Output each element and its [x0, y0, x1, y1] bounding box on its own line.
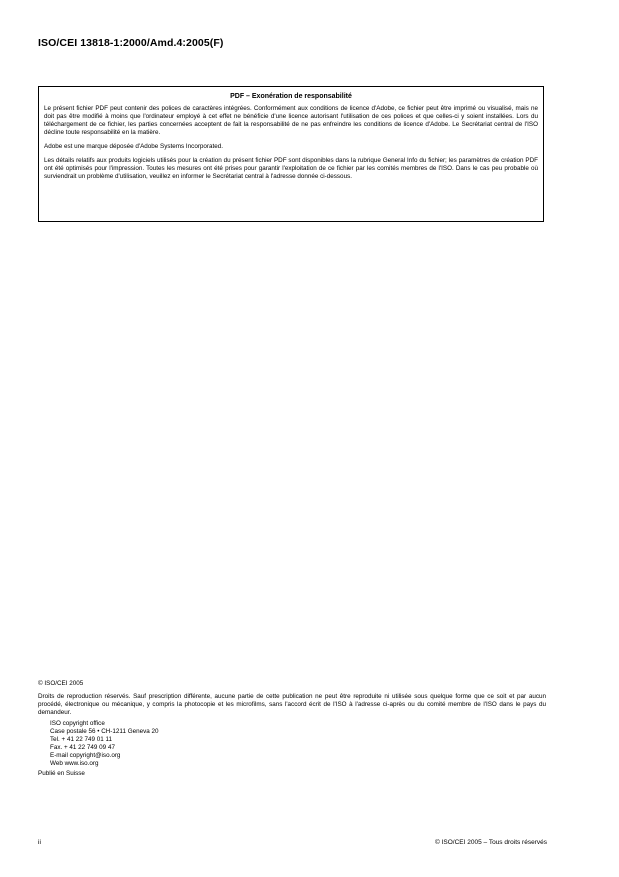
address-office-name: ISO copyright office [50, 720, 105, 727]
page-number: ii [38, 839, 41, 846]
disclaimer-paragraph-license: Le présent fichier PDF peut contenir des polices de caractères intégrées. Conformément aux conditions de licence d'Adobe, ce fichier peut être imprimé ou visualisé, mais ne doit pas être modifié à moins que l'ordinateur employé à cet effet ne bénéficie d'une licence autorisant l'utilisation de ces polices et que celles-ci y soient installées. Lors du téléchargement de ce fichier, les parties concernées acceptent de fait la responsabilité de ne pas enfreindre les conditions de licence d'Adobe. Le Secrétariat central de l'ISO décline toute responsabilité en la matière. [44, 105, 538, 136]
copyright-office-address [38, 720, 546, 768]
pdf-disclaimer-box [38, 86, 544, 222]
copyright-line: © ISO/CEI 2005 [38, 680, 84, 687]
published-in: Publié en Suisse [38, 770, 85, 777]
address-web: Web www.iso.org [50, 760, 99, 767]
disclaimer-paragraph-trademark: Adobe est une marque déposée d'Adobe Systems Incorporated. [44, 143, 224, 150]
rights-statement: Droits de reproduction réservés. Sauf prescription différente, aucune partie de cette publication ne peut être reproduite ni utilisée sous quelque forme que ce soit et par aucun procédé, électronique ou mécanique, y compris la photocopie et les microfilms, sans l'accord écrit de l'ISO à l'adresse ci-après ou du comité membre de l'ISO dans le pays du demandeur. [38, 693, 546, 716]
disclaimer-title: PDF – Exonération de responsabilité [230, 93, 352, 100]
document-identifier: ISO/CEI 13818-1:2000/Amd.4:2005(F) [38, 37, 224, 49]
copyright-block [38, 680, 546, 778]
address-telephone: Tel. + 41 22 749 01 11 [50, 736, 113, 743]
address-postal: Case postale 56 • CH-1211 Geneva 20 [50, 728, 159, 735]
disclaimer-paragraph-details: Les détails relatifs aux produits logiciels utilisés pour la création du présent fichier PDF sont disponibles dans la rubrique General Info du fichier; les paramètres de création PDF ont été optimisés pour l'impression. Toutes les mesures ont été prises pour garantir l'exploitation de ce fichier par les comités membres de l'ISO. Dans le cas peu probable où surviendrait un problème d'utilisation, veuillez en informer le Secrétariat central à l'adresse donnée ci-dessous. [44, 157, 538, 180]
address-fax: Fax. + 41 22 749 09 47 [50, 744, 115, 751]
address-email: E-mail copyright@iso.org [50, 752, 121, 759]
footer-copyright: © ISO/CEI 2005 – Tous droits réservés [435, 839, 547, 846]
